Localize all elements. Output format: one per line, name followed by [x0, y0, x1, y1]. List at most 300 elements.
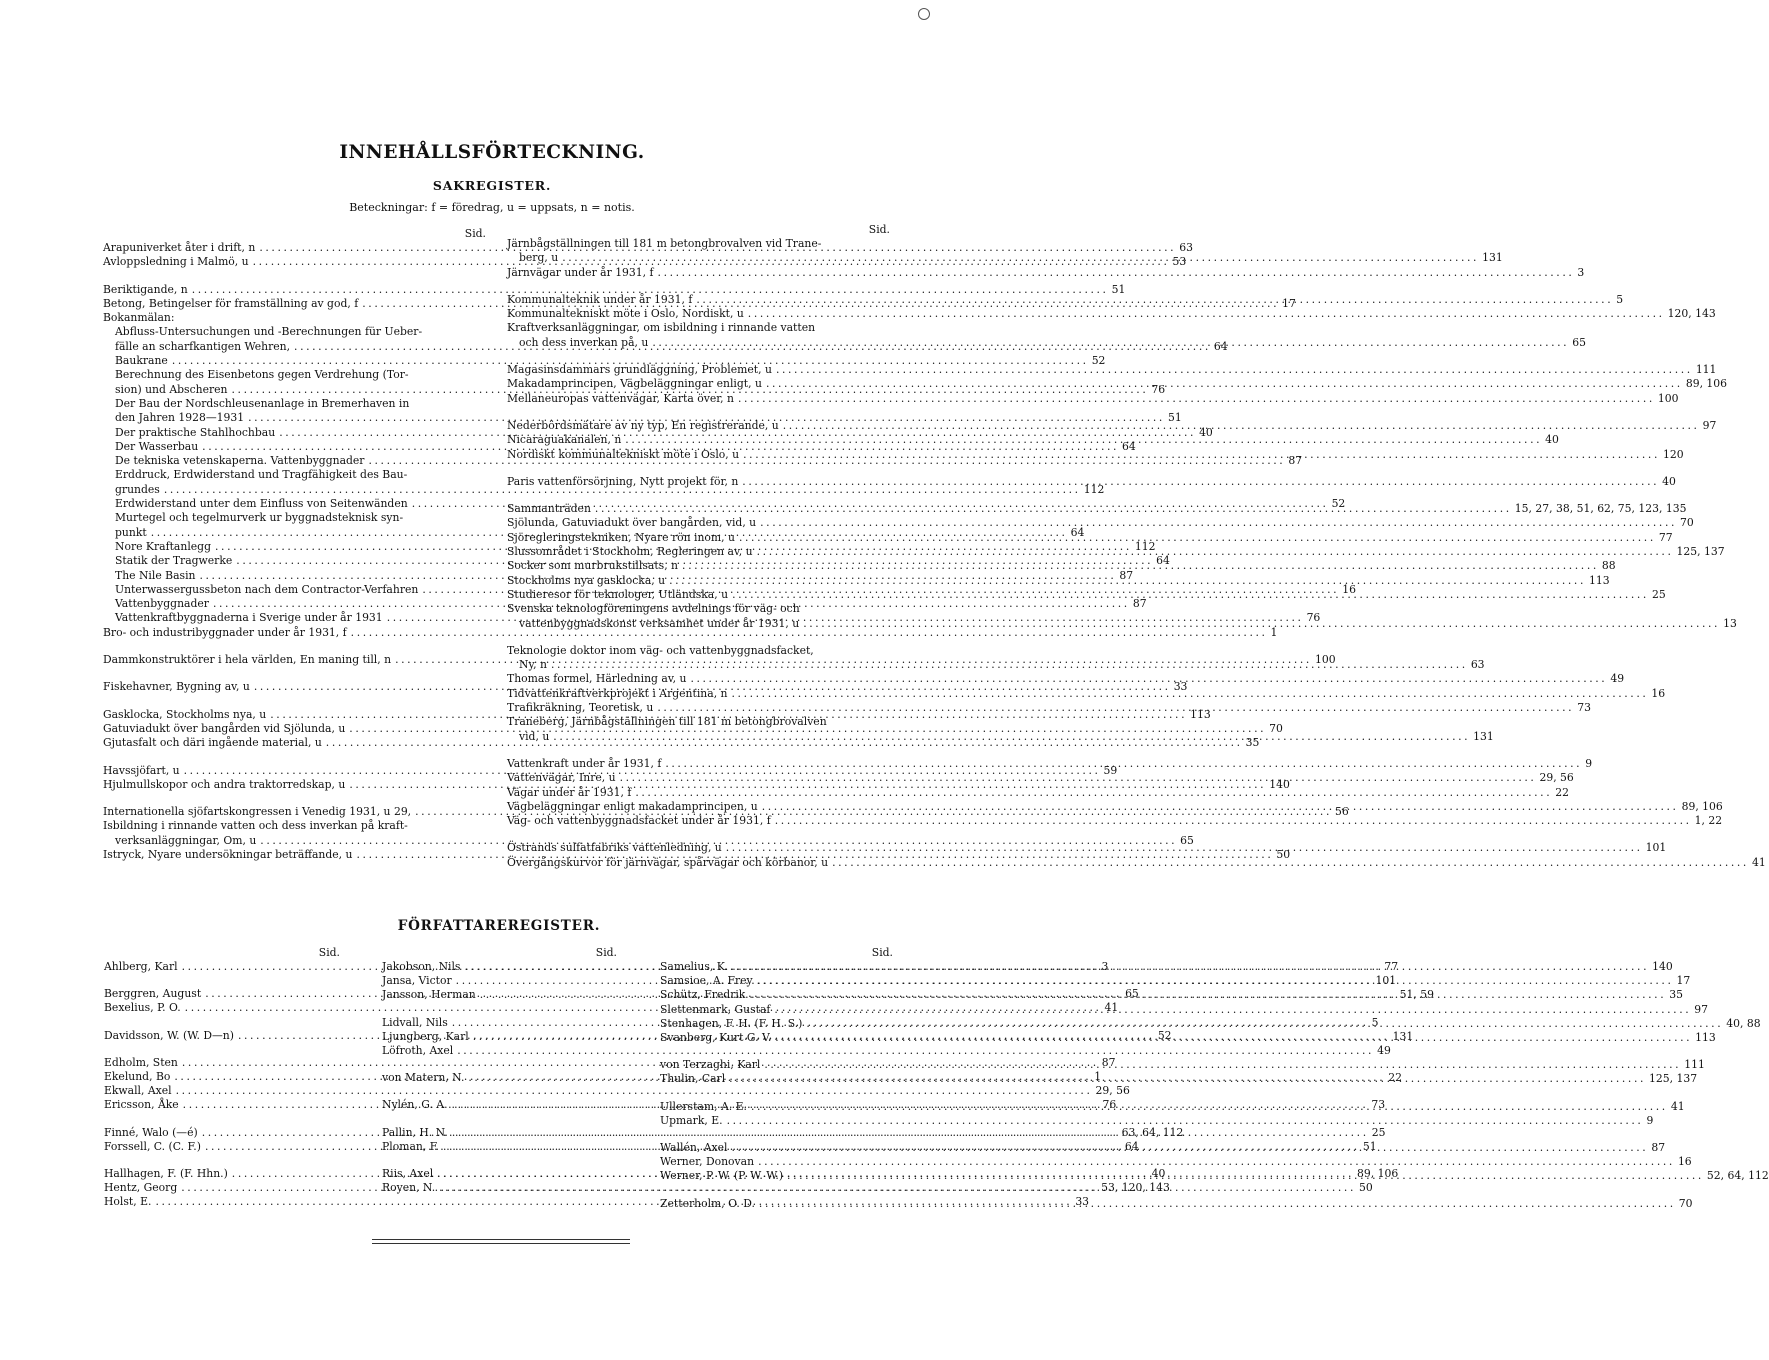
entry-title: Gasklocka, Stockholms nya, u: [103, 707, 267, 721]
entry-title: Upmark, E.: [660, 1113, 723, 1127]
page-number: 40: [1545, 433, 1559, 447]
index-entry-line: Traneberg, Järnbågställningen till 181 m betongbrovalven: [507, 715, 827, 729]
page-number: 15, 27, 38, 51, 62, 75, 123, 135: [1514, 502, 1687, 516]
page-number: 52: [1331, 497, 1346, 511]
entry-title: Vattenbyggnader: [115, 597, 209, 611]
page-number: 56: [1335, 805, 1349, 819]
entry-title: Makadamprincipen, Vägbeläggningar enligt, u: [507, 377, 762, 391]
entry-gap: [103, 667, 486, 680]
dot-leader: [728, 687, 1652, 701]
entry-title: Hallhagen, F. (F. Hhn.): [104, 1167, 228, 1181]
entry-title: berg, u: [519, 251, 559, 265]
page-number: 101: [1645, 841, 1667, 855]
entry-gap: [104, 1043, 340, 1056]
entry-gap: [104, 1113, 340, 1126]
entry-title: Ekelund, Bo: [104, 1070, 171, 1084]
entry-title: Dammkonstruktörer i hela världen, En maning till, n: [103, 653, 392, 667]
page-number: 17: [1282, 296, 1296, 310]
page-number: 25: [1651, 587, 1666, 601]
dot-leader: [591, 502, 1515, 516]
entry-title: grundes: [115, 482, 160, 496]
page-number: 33: [1173, 680, 1188, 694]
dot-leader: [828, 856, 1752, 870]
dot-leader: [771, 1028, 1695, 1045]
page-number: 87: [1101, 1055, 1116, 1069]
entry-title: Gatuviadukt över bangården vid Sjölunda, u: [103, 721, 346, 735]
dot-leader: [547, 658, 1471, 672]
dot-leader: [753, 974, 1677, 988]
index-entry: [104, 1084, 1130, 1098]
index-entry: [660, 1016, 1761, 1031]
entry-title: Thomas formel, Härledning av, u: [507, 672, 687, 686]
page-number: 41: [1670, 1099, 1685, 1113]
entry-gap: [382, 1058, 617, 1071]
entry-title: Svanberg, Kurt G. V.: [660, 1031, 772, 1045]
page-number: 111: [1695, 363, 1717, 377]
entry-title: Werner, P. W. (P. W. W.): [660, 1169, 784, 1183]
entry-gap: [382, 1154, 617, 1167]
index-entry: [103, 354, 1106, 368]
index-entry: [507, 516, 1694, 530]
page-number: 51: [1167, 411, 1182, 425]
dot-leader: [665, 574, 1589, 588]
entry-title: Mellaneuropas vattenvägar, Karta över, n: [507, 391, 735, 405]
page-number: 9: [1646, 1113, 1654, 1127]
entry-gap: [660, 1128, 893, 1141]
index-entry: [382, 1044, 1391, 1058]
entry-gap: [382, 1113, 617, 1126]
page-number: 50: [1276, 847, 1291, 861]
entry-title: sion) und Abscheren: [115, 382, 228, 396]
index-entry-line: Järnbågställningen till 181 m betongbrovalven vid Trane-: [507, 237, 822, 250]
dot-leader: [754, 1155, 1678, 1169]
page-number: 64: [1213, 339, 1228, 353]
index-entry-line: Svenska teknologföreningens avdelnings för väg- och: [507, 602, 800, 616]
index-entry: [660, 1113, 1654, 1128]
dot-leader: [799, 617, 1723, 631]
page-number: 76: [1306, 611, 1321, 625]
entry-gap: [660, 1184, 893, 1197]
dot-leader: [727, 1141, 1651, 1155]
entry-title: Arapuniverket åter i drift, n: [103, 241, 256, 254]
entry-title: Werner, Donovan: [660, 1155, 755, 1169]
dot-leader: [654, 266, 1578, 280]
dot-leader: [692, 293, 1616, 307]
entry-title: Paris vattenförsörjning, Nytt projekt för, n: [507, 474, 739, 488]
page-number: 1: [1270, 625, 1278, 639]
entry-title: Vattenkraft under år 1931, f: [507, 756, 662, 770]
dot-leader: [762, 377, 1686, 391]
page-column-header: Sid.: [595, 946, 617, 959]
page-number: 40, 88: [1726, 1016, 1761, 1030]
entry-gap: [507, 489, 890, 502]
entry-title: Der Wasserbau: [115, 439, 199, 453]
page-number: 113: [1695, 1031, 1716, 1045]
entry-title: Sammanträden: [507, 502, 591, 516]
entry-title: Statik der Tragwerke: [115, 554, 233, 568]
page-number: 76: [1102, 1098, 1117, 1112]
entry-title: Schütz, Fredrik: [660, 988, 746, 1002]
page-number: 70: [1269, 721, 1283, 735]
page-number: 97: [1702, 418, 1717, 432]
page-number: 25: [1371, 1125, 1386, 1139]
page-number: 63: [1179, 241, 1193, 254]
page-number: 3: [1577, 265, 1585, 279]
page-number: 73: [1371, 1098, 1386, 1112]
entry-title: Stockholms nya gasklocka, u: [507, 573, 666, 587]
index-entry: [103, 282, 1126, 297]
entry-title: Nicaraguakanalen, n: [507, 433, 622, 447]
page-number: 9: [1585, 756, 1593, 770]
page-number: 16: [1342, 582, 1356, 596]
page-number: 65: [1125, 987, 1139, 1001]
dot-leader: [747, 1100, 1671, 1114]
page-number: 41: [1751, 855, 1766, 869]
page-number: 76: [1151, 382, 1166, 396]
entry-title: von Matern, N.: [382, 1071, 465, 1085]
page-number: 89, 106: [1681, 799, 1723, 813]
dot-leader: [745, 988, 1669, 1002]
entry-title: Studieresor för teknologer, Utländska, u: [507, 587, 729, 601]
entry-gap: [507, 828, 890, 841]
page-number: 17: [1676, 974, 1691, 988]
entry-title: De tekniska vetenskaperna. Vattenbyggnader: [115, 454, 365, 468]
page-number: 52, 64, 112: [1706, 1169, 1769, 1183]
page-number: 16: [1651, 686, 1666, 700]
dot-leader: [779, 419, 1703, 433]
entry-gap: [507, 350, 890, 363]
page-number: 13: [1723, 616, 1737, 630]
entry-gap: [660, 1045, 893, 1058]
entry-title: Ljungberg, Karl: [382, 1029, 469, 1043]
index-entry-line: Murtegel och tegelmurverk ur byggnadsteknisk syn-: [115, 511, 404, 525]
entry-gap: [507, 406, 890, 419]
entry-title: Kommunaltekniskt möte i Oslo, Nordiskt, u: [507, 307, 744, 321]
dot-leader: [558, 251, 1482, 265]
entry-title: fälle an scharfkantigen Wehren,: [115, 339, 291, 353]
entry-title: punkt: [115, 525, 147, 539]
dot-leader: [728, 588, 1652, 602]
page-number: 100: [1657, 391, 1679, 405]
page-number: 87: [1288, 454, 1303, 468]
page-number: 77: [1384, 960, 1399, 973]
entry-title: Ekwall, Axel: [104, 1084, 172, 1098]
section-title-sakregister: SAKREGISTER.: [432, 178, 552, 193]
dot-leader: [735, 531, 1659, 545]
page-number: 40: [1199, 425, 1213, 439]
dot-leader: [770, 1003, 1694, 1017]
page-number: 1: [1094, 1070, 1102, 1084]
page-column-header: Sid.: [871, 946, 893, 959]
page-number: 64: [1122, 439, 1136, 453]
page-number: 40: [1662, 474, 1676, 488]
page-number: 51: [1111, 282, 1126, 296]
dot-leader: [678, 559, 1602, 573]
dot-leader: [722, 841, 1646, 855]
entry-gap: [507, 462, 890, 475]
entry-title: Sjöregleringstekniken, Nyare rön inom, u: [507, 530, 735, 544]
entry-title: Järnvägar under år 1931, f: [507, 265, 654, 279]
end-rule: [372, 1239, 630, 1240]
page-number: 40: [1151, 1167, 1166, 1181]
dot-leader: [738, 475, 1662, 489]
entry-title: Löfroth, Axel: [382, 1044, 454, 1058]
page-number: 22: [1555, 785, 1569, 799]
page-number: 63, 64, 112: [1121, 1125, 1184, 1139]
entry-title: Vattenkraftbyggnaderna i Sverige under år 1931: [115, 611, 383, 625]
entry-gap: [660, 1087, 893, 1100]
page-number: 5: [1371, 1015, 1379, 1029]
dot-leader: [753, 545, 1677, 559]
index-entry: [507, 391, 1679, 406]
page-number: 140: [1652, 960, 1673, 973]
dot-leader: [744, 307, 1668, 321]
index-entry: [507, 502, 1687, 516]
entry-title: verksanläggningar, Om, u: [115, 833, 257, 847]
page-number: 29, 56: [1095, 1084, 1130, 1098]
dot-leader: [661, 757, 1585, 771]
page-number: 77: [1658, 530, 1673, 544]
entry-gap: [103, 640, 486, 653]
entry-title: The Nile Basin: [115, 568, 196, 582]
entry-title: Väg- och vattenbyggnadsfacket under år 1931, f: [507, 814, 771, 828]
entry-title: Samsioe, A. Frey: [660, 974, 753, 988]
dot-leader: [772, 363, 1696, 377]
abbreviation-legend: Beteckningar: f = föredrag, u = uppsats, n = notis.: [349, 201, 635, 214]
index-entry: [507, 363, 1717, 377]
entry-title: Lidvall, Nils: [382, 1015, 448, 1029]
index-entry-line: Bokanmälan:: [103, 311, 175, 325]
entry-gap: [104, 1016, 340, 1029]
entry-title: vattenbyggnadskonst verksamhet under år 1931, u: [519, 616, 800, 630]
dot-leader: [616, 771, 1540, 785]
page-number: 88: [1601, 559, 1616, 573]
page-number: 70: [1678, 1196, 1693, 1210]
page-number: 35: [1245, 736, 1260, 750]
page-number: 70: [1680, 516, 1694, 530]
dot-leader: [771, 814, 1695, 828]
page-number: 3: [1101, 960, 1109, 973]
entry-title: Jansson, Herman: [382, 988, 476, 1002]
dot-leader: [621, 433, 1545, 447]
index-entry-line: Der Bau der Nordschleusenanlage in Bremerhaven in: [115, 396, 410, 410]
entry-title: Forssell, C. (C. F.): [104, 1139, 201, 1153]
entry-title: Kommunalteknik under år 1931, f: [507, 292, 693, 306]
entry-gap: [103, 751, 486, 764]
dot-leader: [760, 1055, 1684, 1072]
page-number: 64: [1156, 554, 1170, 568]
dot-leader: [686, 672, 1610, 686]
entry-title: Erdwiderstand unter dem Einfluss von Seitenwänden: [115, 497, 408, 511]
page-number: 87: [1651, 1141, 1666, 1155]
entry-title: Vattenvägar, Inre, u: [507, 771, 616, 785]
page-number: 64: [1124, 1139, 1139, 1153]
entry-title: Riis, Axel: [382, 1167, 434, 1181]
page-number: 53: [1172, 255, 1187, 269]
page-number: 29, 56: [1539, 771, 1574, 785]
entry-title: Betong, Betingelser för framställning av god, f: [103, 296, 359, 310]
entry-title: Wallén, Axel: [660, 1141, 728, 1155]
entry-title: Slussområdet i Stockholm, Regleringen av, u: [507, 545, 753, 559]
page-number: 51: [1362, 1139, 1377, 1153]
index-entry-line: Isbildning i rinnande vatten och dess inverkan på kraft-: [103, 819, 408, 833]
index-entry: [507, 855, 1766, 870]
page-number: 113: [1190, 707, 1211, 721]
page-number: 140: [1269, 777, 1290, 791]
entry-gap: [103, 792, 486, 805]
entry-title: Ericsson, Åke: [104, 1098, 179, 1112]
page-number: 65: [1180, 833, 1194, 847]
dot-leader: [758, 800, 1682, 814]
entry-title: Bexelius, P. O.: [104, 1001, 181, 1015]
entry-gap: [104, 1154, 340, 1167]
entry-title: Trafikräkning, Teoretisk, u: [507, 701, 654, 715]
dot-leader: [453, 1044, 1377, 1058]
entry-title: Tidvattenkraftverkprojekt i Argentina, n: [507, 686, 728, 700]
section-title-forfattareregister: FÖRFATTAREREGISTER.: [397, 918, 601, 934]
entry-title: Edholm, Sten: [104, 1055, 178, 1069]
entry-gap: [507, 280, 890, 293]
page-title: INNEHÅLLSFÖRTECKNING.: [339, 142, 645, 163]
entry-title: Stenhagen, F. H. (F. H. S.): [660, 1016, 803, 1030]
page-number: 1, 22: [1694, 814, 1723, 828]
entry-title: Thulin, Carl: [660, 1072, 726, 1086]
page-number: 87: [1119, 568, 1134, 582]
dot-leader: [739, 448, 1663, 462]
index-entry-line: Erddruck, Erdwiderstand und Tragfähigkeit des Bau-: [115, 468, 408, 482]
index-entry: [507, 307, 1716, 321]
entry-title: Internationella sjöfartskongressen i Venedig 1931, u 29,: [103, 805, 412, 819]
entry-gap: [103, 695, 486, 708]
page-number: 16: [1677, 1155, 1692, 1169]
dot-leader: [802, 1017, 1726, 1031]
page-number: 65: [1572, 335, 1586, 349]
entry-title: Finné, Walo (—é): [104, 1125, 198, 1139]
dot-leader: [728, 960, 1652, 974]
index-entry: [103, 482, 1105, 497]
page-number: 35: [1669, 988, 1683, 1002]
page-number: 100: [1314, 653, 1336, 667]
entry-gap: [103, 270, 486, 283]
entry-title: Davidsson, W. (W. D—n): [104, 1028, 234, 1042]
entry-title: Övergångskurvor för järnvägar, spårvägar och körbanor, u: [507, 855, 829, 869]
entry-title: den Jahren 1928—1931: [115, 411, 245, 425]
page-number: 125, 137: [1676, 545, 1725, 559]
dot-leader: [723, 1114, 1647, 1128]
index-entry: [507, 785, 1569, 800]
page-number: 53, 120, 143: [1101, 1181, 1170, 1195]
page-number: 59: [1103, 763, 1118, 777]
entry-title: Avloppsledning i Malmö, u: [103, 255, 249, 269]
entry-title: Nederbördsmätare av ny typ, En registrerande, u: [507, 418, 779, 432]
entry-title: vid, u: [519, 729, 550, 743]
entry-title: Magasinsdammars grundläggning, Problemet, u: [507, 363, 772, 377]
entry-title: Bro- och industribyggnader under år 1931, f: [103, 625, 347, 639]
index-entry: [507, 265, 1585, 280]
entry-title: Ahlberg, Karl: [104, 960, 178, 973]
page-number: 63: [1470, 658, 1485, 672]
entry-title: Gjutasfalt och däri ingående material, u: [103, 736, 322, 750]
entry-title: Baukrane: [115, 354, 168, 368]
page-number: 101: [1375, 974, 1397, 988]
page-number: 125, 137: [1649, 1072, 1698, 1086]
page-number: 41: [1104, 1001, 1119, 1015]
page-number: 120: [1663, 447, 1684, 461]
entry-title: Pallin, H. N.: [382, 1125, 448, 1139]
page-number: 97: [1694, 1002, 1709, 1016]
page-column-header: Sid.: [868, 223, 890, 236]
entry-title: Beriktigande, n: [103, 282, 188, 296]
page-number: 64: [1070, 525, 1085, 539]
dot-leader: [783, 1169, 1707, 1183]
page-number: 131: [1482, 251, 1503, 265]
page-number: 112: [1134, 539, 1156, 553]
page-number: 131: [1392, 1029, 1414, 1043]
entry-title: Östrands sulfatfabriks vattenledning, u: [507, 841, 722, 855]
entry-title: Jansa, Victor: [382, 974, 452, 988]
entry-title: Hjulmullskopor och andra traktorredskap, u: [103, 777, 346, 791]
page-number: 113: [1588, 573, 1610, 587]
index-entry: [507, 672, 1625, 686]
entry-title: Fiskehavner, Bygning av, u: [103, 680, 250, 694]
page-number: 51, 59: [1399, 988, 1434, 1002]
entry-title: Ullerstam, A. E.: [660, 1099, 747, 1113]
index-entry-line: Teknologie doktor inom väg- och vattenbyggnadsfacket,: [507, 643, 814, 657]
entry-title: Havssjöfart, u: [103, 763, 180, 777]
entry-title: Jakobson, Nils: [382, 960, 461, 973]
page-number: 33: [1075, 1195, 1090, 1209]
index-entry-line: Kraftverksanläggningar, om isbildning i rinnande vatten: [507, 321, 816, 335]
page-number: 89, 106: [1685, 377, 1728, 391]
page-number: 131: [1473, 729, 1494, 743]
entry-title: Nore Kraftanlegg: [115, 539, 211, 553]
page-number: 52: [1091, 354, 1106, 368]
page-number: 73: [1577, 701, 1591, 715]
entry-title: Istryck, Nyare undersökningar beträffande, u: [103, 847, 353, 861]
dot-leader: [549, 730, 1473, 744]
entry-title: Unterwassergussbeton nach dem Contractor-Verfahren: [115, 582, 419, 596]
entry-title: Nylén, G. A.: [382, 1098, 448, 1112]
index-entry: [103, 625, 1278, 640]
entry-title: Der praktische Stahlhochbau: [115, 425, 276, 439]
index-entry: [660, 1155, 1692, 1169]
page-number: 89, 106: [1357, 1167, 1399, 1181]
page-number: 87: [1132, 597, 1147, 611]
page-number: 5: [1616, 292, 1624, 306]
entry-title: Vägar under år 1931, f: [507, 785, 632, 799]
entry-title: Ny, n: [519, 658, 547, 672]
page-number: 22: [1388, 1071, 1402, 1085]
entry-title: Samelius, K.: [660, 960, 729, 973]
entry-gap: [507, 744, 890, 757]
entry-gap: [382, 1085, 617, 1098]
dot-leader: [755, 1197, 1679, 1211]
entry-title: Socker som murbrukstillsats, n: [507, 559, 679, 573]
page-column-header: Sid.: [318, 946, 340, 959]
entry-title: Hentz, Georg: [104, 1181, 178, 1195]
entry-title: Holst, E.: [104, 1195, 152, 1209]
page-number: 120, 143: [1667, 307, 1716, 321]
entry-title: Berggren, August: [104, 987, 202, 1001]
page-number: 111: [1684, 1058, 1705, 1072]
entry-title: Sjölunda, Gatuviadukt över bangården, vid, u: [507, 516, 757, 530]
entry-gap: [104, 974, 340, 987]
entry-title: von Terzaghi, Karl: [660, 1058, 761, 1072]
page-number: 49: [1377, 1044, 1391, 1058]
page-number: 50: [1359, 1181, 1373, 1195]
dot-leader: [725, 1072, 1649, 1086]
entry-gap: [507, 631, 890, 644]
